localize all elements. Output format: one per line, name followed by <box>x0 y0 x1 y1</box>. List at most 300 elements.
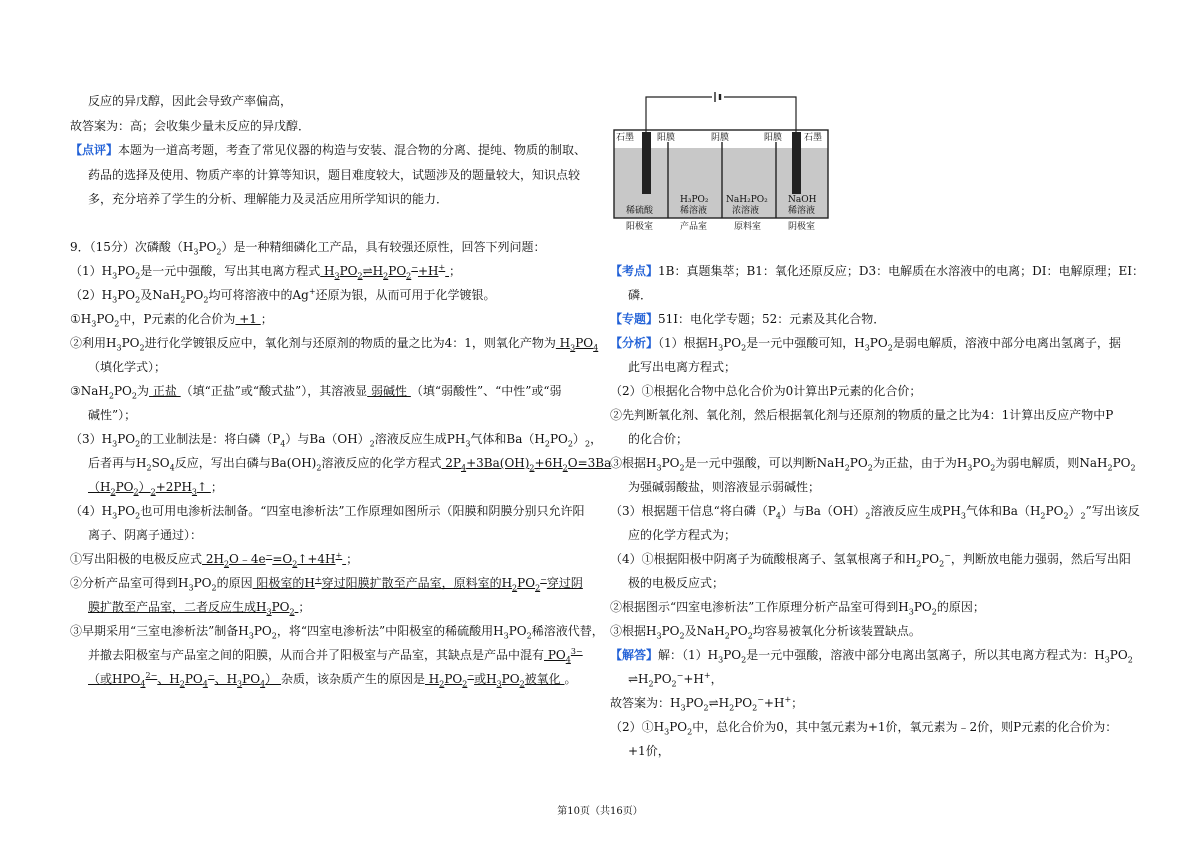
right-text-line <box>610 312 885 327</box>
text-run: 3 <box>248 631 254 641</box>
left-text-line <box>70 624 604 639</box>
section-heading: 【点评】 <box>70 143 119 157</box>
text-run: 2 <box>747 631 753 641</box>
room-cathode: 阴极室 <box>788 222 816 232</box>
text-run: 是弱电解质，溶液中部分电离出氢离子，据 <box>892 336 1121 350</box>
answer-blank: 穿过阳膜扩散至产品室，原料室的H <box>321 576 513 590</box>
answer-blank: 弱碱性 <box>367 384 411 398</box>
answer-blank: + <box>438 263 446 272</box>
text-run: ） <box>1068 504 1081 518</box>
text-run: 的原因； <box>936 600 985 614</box>
text-run: 2 <box>1130 463 1136 473</box>
text-run: 2 <box>216 247 222 257</box>
text-run: （4）①根据阳极中阴离子为硫酸根离子、氢氧根离子和H <box>610 552 917 566</box>
text-run: ； <box>260 312 273 326</box>
text-run: PO <box>869 336 888 350</box>
text-run: 2 <box>724 631 730 641</box>
text-run: 为 <box>137 384 150 398</box>
answer-blank: 2 <box>110 487 116 497</box>
text-run: PO <box>849 456 868 470</box>
answer-blank: 正盐 <box>149 384 181 398</box>
text-run: ③NaH <box>70 384 109 398</box>
text-run: 离子、阴离子通过）： <box>88 528 203 542</box>
text-run: 还原为银，从而可用于化学镀银。 <box>315 288 496 302</box>
text-run: 2 <box>131 391 137 401</box>
text-run: 极的电极反应式； <box>628 576 725 590</box>
text-run: PO <box>723 648 742 662</box>
answer-blank: ↑+4H <box>297 552 336 566</box>
text-run: PO <box>1109 648 1128 662</box>
text-run: 2 <box>139 343 145 353</box>
answer-blank: +6H <box>534 456 563 470</box>
text-run: 2 <box>679 463 685 473</box>
text-run: （1）H <box>70 264 113 278</box>
text-run: PO <box>661 456 680 470</box>
answer-blank: 或H <box>474 672 497 686</box>
text-run: 是一元中强酸，写出其电离方程式 <box>140 264 321 278</box>
text-run: 2 <box>741 343 747 353</box>
text-run: − <box>944 551 951 560</box>
text-run: 溶液反应的化学方程式 <box>321 456 442 470</box>
answer-blank: ↑ <box>197 480 211 494</box>
text-run: 3 <box>112 439 118 449</box>
text-run: 2 <box>1063 511 1069 521</box>
answer-blank: 2 <box>562 463 568 473</box>
answer-blank: ） <box>265 672 281 686</box>
text-run: PO <box>1112 456 1131 470</box>
text-run: 后者再与H <box>88 456 147 470</box>
left-text-line <box>88 480 223 495</box>
answer-blank: 2 <box>357 271 363 281</box>
text-run: 2 <box>1040 511 1046 521</box>
right-text-line <box>610 624 921 639</box>
answer-blank: （H <box>88 480 111 494</box>
right-text-line <box>610 552 1131 567</box>
answer-blank: − <box>467 671 475 680</box>
text-run: 2 <box>671 679 677 689</box>
text-run: （4）H <box>70 504 113 518</box>
text-run: 3 <box>680 703 686 713</box>
answer-blank: 2 <box>462 679 468 689</box>
text-run: 杂质，该杂质产生的原因是 <box>280 672 425 686</box>
text-run: 溶液反应生成PH <box>374 432 466 446</box>
section-heading: 【考点】 <box>610 264 659 278</box>
text-run: PO <box>549 432 568 446</box>
text-run: 为正盐，由于为H <box>872 456 968 470</box>
answer-blank: 4 <box>140 679 146 689</box>
answer-blank: 、H <box>157 672 180 686</box>
text-run: + <box>784 695 792 704</box>
text-run: 2 <box>990 463 996 473</box>
text-run: 3 <box>112 511 118 521</box>
room-anode: 阳极室 <box>626 222 654 232</box>
answer-blank: 2 <box>383 271 389 281</box>
text-run: − <box>676 671 684 680</box>
left-text-line <box>70 432 602 447</box>
text-run: ； <box>298 600 311 614</box>
answer-blank: 2P <box>441 456 461 470</box>
left-text-line <box>70 552 358 567</box>
right-text-line <box>610 408 1113 423</box>
text-run: PO <box>653 672 672 686</box>
answer-blank: + <box>335 551 343 560</box>
text-run: PO <box>913 600 932 614</box>
text-run: 应的化学方程式为； <box>628 528 737 542</box>
solution-1-line2: 稀硫酸 <box>626 206 654 216</box>
text-run: 2 <box>135 439 141 449</box>
section-heading: 【分析】 <box>610 336 659 350</box>
text-run: ”写出该反 <box>1085 504 1140 518</box>
text-run: ②分析产品室可得到H <box>70 576 189 590</box>
left-text-line <box>88 528 202 543</box>
text-run: 2 <box>931 607 937 617</box>
text-run: 为弱电解质，则NaH <box>995 456 1108 470</box>
answer-blank: H <box>424 672 440 686</box>
text-run: + <box>308 287 316 296</box>
text-run: PO <box>669 720 688 734</box>
page-footer: 第10页（共16页） <box>557 806 643 817</box>
left-text-line <box>70 576 583 591</box>
right-text-line <box>628 744 670 759</box>
text-run: PO <box>117 264 136 278</box>
text-run: PO <box>729 624 748 638</box>
text-run: 2 <box>135 295 141 305</box>
text-run: 气体和Ba（H <box>965 504 1041 518</box>
text-run: （填“弱酸性”、“中性”或“弱 <box>410 384 562 398</box>
text-run: ③根据H <box>610 456 657 470</box>
solution-2-line1: H₃PO₂ <box>680 195 709 205</box>
text-run: 解：（1）H <box>658 648 719 662</box>
right-text-line <box>610 600 985 615</box>
text-run: （填化学式）； <box>88 360 167 374</box>
answer-blank: 、H <box>214 672 238 686</box>
left-text-line <box>88 168 580 183</box>
text-run: 2 <box>180 295 186 305</box>
right-text-line <box>610 504 1140 519</box>
text-run: 故答案为：H <box>610 696 681 710</box>
text-run: 2 <box>887 343 893 353</box>
answer-blank: − <box>411 263 418 272</box>
text-run: PO <box>661 624 680 638</box>
text-run: ，判断放电能力强弱，然后写出阳 <box>950 552 1131 566</box>
text-run: 及NaH <box>140 288 181 302</box>
text-run: 3 <box>193 247 199 257</box>
answer-blank: ⇌H <box>362 264 384 278</box>
section-heading: 【专题】 <box>610 312 659 326</box>
text-run: ， <box>590 432 603 446</box>
left-text-line <box>70 264 461 279</box>
right-text-line <box>628 432 688 447</box>
text-run: PO <box>121 336 140 350</box>
text-run: 是一元中强酸，可以判断NaH <box>684 456 845 470</box>
text-run: ③根据H <box>610 624 657 638</box>
label-graphite-right: 石墨 <box>804 133 823 143</box>
answer-blank: − <box>265 551 273 560</box>
room-product: 产品室 <box>680 222 708 232</box>
answer-blank: 膜扩散至产品室，二者反应生成H <box>88 600 267 614</box>
text-run: 故答案为：高；会收集少量未反应的异戊醇． <box>70 119 311 133</box>
answer-blank: 被氧化 <box>524 672 565 686</box>
text-run: 是一元中强酸可知，H <box>746 336 865 350</box>
text-run: ③早期采用“三室电渗析法”制备H <box>70 624 249 638</box>
text-run: +1价， <box>628 744 670 758</box>
left-text-line <box>70 336 598 351</box>
answer-blank: O=3Ba <box>567 456 612 470</box>
text-run: 3 <box>960 511 966 521</box>
text-run: 也可用电渗析法制备。“四室电渗析法”工作原理如图所示（阳膜和阴膜分别只允许阳 <box>140 504 585 518</box>
left-text-line <box>70 504 585 519</box>
solution-4-line1: NaOH <box>788 195 817 205</box>
text-run: 中，总化合价为0，其中氢元素为+1价，氧元素为﹣2价，则P元素的化合价为： <box>692 720 1118 734</box>
left-text-line <box>70 312 273 327</box>
answer-blank: 3 <box>266 607 272 617</box>
right-text-line <box>610 456 1136 471</box>
answer-blank: +3Ba(OH) <box>466 456 530 470</box>
answer-blank: 3 <box>496 679 502 689</box>
text-run: − <box>757 695 764 704</box>
answer-blank: 2 <box>150 487 156 497</box>
text-run: 2 <box>316 463 322 473</box>
room-raw: 原料室 <box>734 222 762 232</box>
text-run: 是一元中强酸，溶液中部分电离出氢离子，所以其电离方程式为：H <box>746 648 1105 662</box>
right-text-line <box>610 648 1133 663</box>
text-run: PO <box>117 504 136 518</box>
text-run: 2 <box>271 631 277 641</box>
answer-blank: PO <box>184 672 203 686</box>
text-run: （填“正盐”或“酸式盐”），其溶液显 <box>180 384 368 398</box>
answer-blank: PO <box>388 264 407 278</box>
answer-blank: 4 <box>593 343 599 353</box>
text-run: 2 <box>544 439 550 449</box>
text-run: 2 <box>648 679 654 689</box>
answer-blank: 2 <box>133 487 139 497</box>
text-run: PO <box>685 696 704 710</box>
text-run: 的化合价； <box>628 432 689 446</box>
answer-blank: 3 <box>570 343 576 353</box>
label-anion-membrane: 阴膜 <box>711 133 730 143</box>
text-run: 均可将溶液中的Ag <box>208 288 309 302</box>
solution-4-line2: 稀溶液 <box>788 206 816 216</box>
circuit-wire-right <box>724 97 796 132</box>
cathode-graphite <box>792 132 801 194</box>
left-text-line <box>88 456 611 471</box>
answer-blank: 2H <box>202 552 224 566</box>
text-run: 气体和Ba（H <box>470 432 545 446</box>
answer-blank: 2 <box>535 583 541 593</box>
left-text-line <box>88 600 310 615</box>
right-text-line <box>628 480 820 495</box>
answer-blank: 2 <box>179 679 185 689</box>
text-run: 2 <box>135 511 141 521</box>
solution-3-line2: 浓溶液 <box>732 206 760 216</box>
answer-blank: + <box>314 575 322 584</box>
answer-blank: 3 <box>237 679 243 689</box>
answer-blank: PO <box>544 648 566 662</box>
text-run: 2 <box>752 703 758 713</box>
text-run: ②先判断氧化剂、氧化剂，然后根据氧化剂与还原剂的物质的量之比为4：1计算出反应产物中P <box>610 408 1114 422</box>
text-run: ， <box>710 672 723 686</box>
answer-blank: 2− <box>145 671 158 680</box>
text-run: 3 <box>718 655 724 665</box>
text-run: （2）①H <box>610 720 665 734</box>
answer-blank: 2 <box>406 271 412 281</box>
right-text-line <box>610 336 1121 351</box>
answer-blank: PO <box>444 672 463 686</box>
answer-blank: 阳极室的H <box>252 576 315 590</box>
answer-blank: 2 <box>512 583 518 593</box>
left-text-line <box>88 192 448 207</box>
text-run: 2 <box>146 463 152 473</box>
answer-blank: PO <box>115 480 134 494</box>
text-run: 磷． <box>628 288 653 302</box>
text-run: 并撤去阳极室与产品室之间的阳膜，从而合并了阳极室与产品室，其缺点是产品中混有 <box>88 648 545 662</box>
text-run: PO <box>921 552 940 566</box>
text-run: PO <box>734 696 753 710</box>
right-text-line <box>628 528 736 543</box>
section-heading: 【解答】 <box>610 648 659 662</box>
text-run: PO <box>117 288 136 302</box>
right-text-line <box>628 672 723 687</box>
text-run: PO <box>508 624 527 638</box>
answer-blank: 2 <box>529 463 535 473</box>
text-run: PO <box>1045 504 1064 518</box>
text-run: 2 <box>867 463 873 473</box>
solution-3-line1: NaH₂PO₂ <box>726 195 768 205</box>
text-run: 2 <box>687 727 693 737</box>
text-run: 的工业制法是：将白磷（P <box>140 432 281 446</box>
text-run: PO <box>193 576 212 590</box>
text-run: 2 <box>844 463 850 473</box>
text-run: 进行化学镀银反应中，氧化剂与还原剂的物质的量之比为4：1，则氧化产物为 <box>144 336 556 350</box>
text-run: ，将“四室电渗析法”中阳极室的稀硫酸用H <box>276 624 504 638</box>
answer-blank: 2 <box>289 607 295 617</box>
text-run: 为强碱弱酸盐，则溶液显示弱碱性； <box>628 480 821 494</box>
text-run: 4 <box>280 439 286 449</box>
text-run: SO <box>151 456 170 470</box>
text-run: 2 <box>865 511 871 521</box>
answer-blank: 4 <box>260 679 266 689</box>
answer-blank: PO <box>242 672 261 686</box>
left-text-line <box>70 143 586 158</box>
answer-blank: 2 <box>292 559 298 569</box>
text-run: 3 <box>656 631 662 641</box>
text-run: ①写出阳极的电极反应式 <box>70 552 203 566</box>
text-run: ⇌H <box>628 672 649 686</box>
text-run: （1）根据H <box>658 336 719 350</box>
answer-blank: PO <box>271 600 290 614</box>
left-text-line <box>88 648 583 663</box>
answer-blank: +1 <box>235 312 261 326</box>
text-run: 2 <box>567 439 573 449</box>
right-text-line <box>628 576 724 591</box>
text-run: 3 <box>188 583 194 593</box>
answer-blank: − <box>207 671 215 680</box>
answer-blank: O﹣4e <box>229 552 266 566</box>
answer-blank: 穿过阴 <box>546 576 583 590</box>
text-run: （3）根据题干信息“将白磷（P <box>610 504 776 518</box>
answer-blank: PO <box>501 672 520 686</box>
text-run: ①H <box>70 312 92 326</box>
text-run: 3 <box>1104 655 1110 665</box>
text-run: 51I：电化学专题；52：元素及其化合物． <box>658 312 886 326</box>
text-run: 2 <box>203 295 209 305</box>
text-run: 3 <box>116 343 122 353</box>
left-text-line <box>88 408 136 423</box>
text-run: ） <box>572 432 585 446</box>
text-run: 2 <box>741 655 747 665</box>
text-run: PO <box>113 384 132 398</box>
text-run: +H <box>683 672 704 686</box>
solution-2-line2: 稀溶液 <box>680 206 708 216</box>
answer-blank: 2 <box>439 679 445 689</box>
text-run: 4 <box>775 511 781 521</box>
text-run: ②利用H <box>70 336 117 350</box>
answer-blank: H <box>555 336 571 350</box>
text-run: PO <box>117 432 136 446</box>
label-cation-membrane-1: 阳膜 <box>657 133 676 143</box>
text-run: 3 <box>465 439 471 449</box>
text-run: 碱性”）； <box>88 408 137 422</box>
answer-blank: ） <box>138 480 151 494</box>
answer-blank: （或HPO <box>88 672 141 686</box>
right-text-line <box>628 288 652 303</box>
text-run: 及NaH <box>684 624 725 638</box>
left-text-line <box>70 240 546 255</box>
text-run: ②根据图示“四室电渗析法”工作原理分析产品室可得到H <box>610 600 909 614</box>
right-text-line <box>610 720 1117 735</box>
label-graphite-left: 石墨 <box>616 133 635 143</box>
text-run: 1B：真题集萃；B1：氧化还原反应；D3：电解质在水溶液中的电离；DI：电解原理；EI： <box>658 264 1145 278</box>
text-run: 的原因 <box>216 576 253 590</box>
text-run: PO <box>198 240 217 254</box>
text-run: + <box>703 671 711 680</box>
answer-blank: 4 <box>565 655 571 665</box>
left-text-line <box>88 360 166 375</box>
left-text-line <box>70 384 562 399</box>
text-run: 均容易被氧化分析该装置缺点。 <box>752 624 921 638</box>
left-text-line <box>70 288 496 303</box>
text-run: PO <box>723 336 742 350</box>
text-run: 2 <box>939 559 945 569</box>
answer-blank: 4 <box>202 679 208 689</box>
text-run: 4 <box>169 463 175 473</box>
text-run: ； <box>449 264 462 278</box>
answer-blank: 3− <box>570 647 583 656</box>
electrodialysis-diagram <box>612 92 830 232</box>
text-run: PO <box>185 288 204 302</box>
text-run: （2）H <box>70 288 113 302</box>
answer-blank: 4 <box>461 463 467 473</box>
text-run: ）与Ba（OH） <box>780 504 866 518</box>
text-run: PO <box>972 456 991 470</box>
answer-blank: − <box>540 575 547 584</box>
text-run: 2 <box>1127 655 1133 665</box>
text-run: 2 <box>916 559 922 569</box>
label-cation-membrane-2: 阳膜 <box>764 133 783 143</box>
text-run: 2 <box>1107 463 1113 473</box>
circuit-wire <box>646 97 712 132</box>
answer-blank: 3 <box>191 487 198 497</box>
text-run: （3）H <box>70 432 113 446</box>
text-run: ）与Ba（OH） <box>285 432 370 446</box>
text-run: 3 <box>664 727 670 737</box>
text-run: 2 <box>114 319 120 329</box>
text-run: 3 <box>718 343 724 353</box>
text-run: 3 <box>503 631 509 641</box>
text-run: 3 <box>656 463 662 473</box>
text-run: 2 <box>108 391 114 401</box>
anode-graphite <box>642 132 651 194</box>
